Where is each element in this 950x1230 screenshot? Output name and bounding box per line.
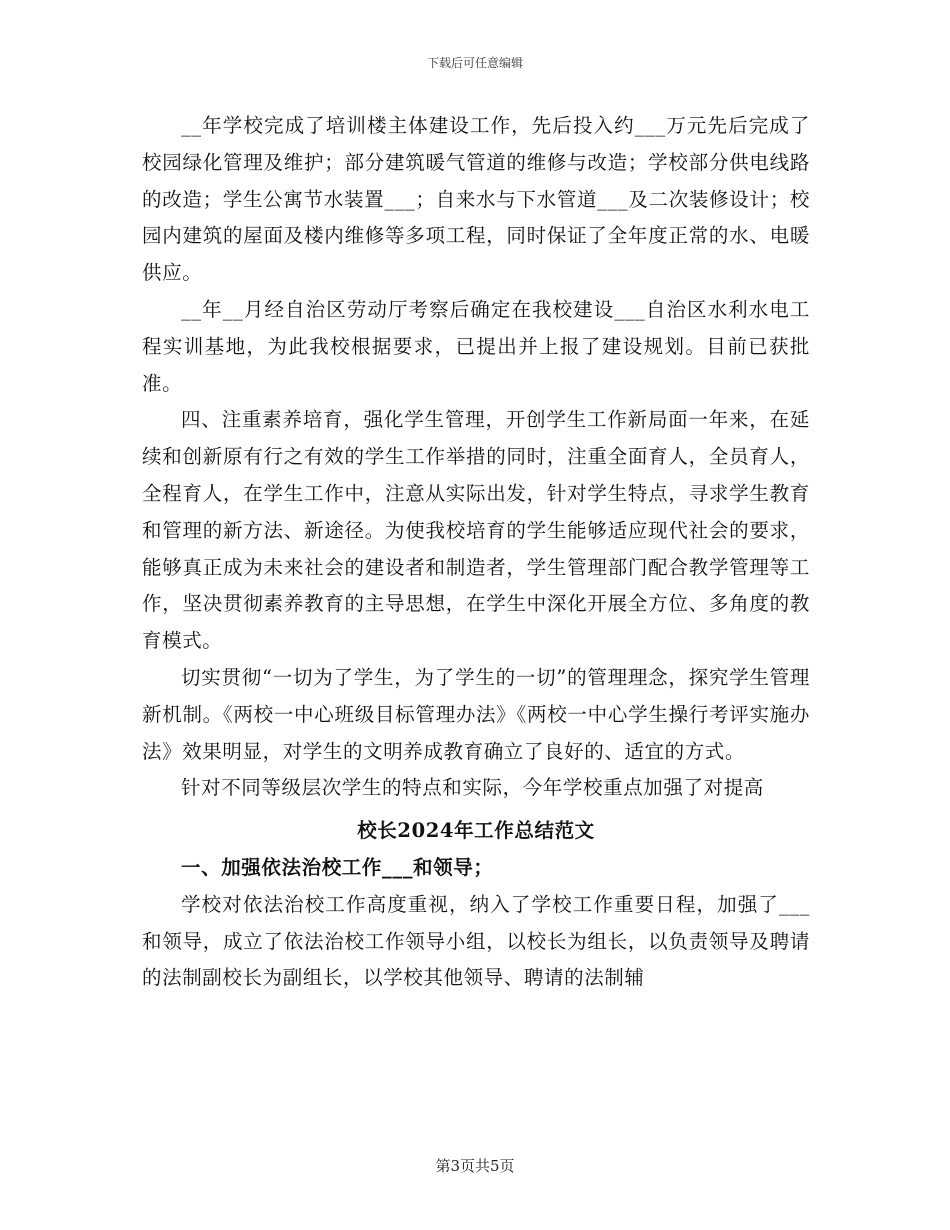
page-header: 下载后可任意编辑 — [426, 56, 523, 70]
document-body — [142, 108, 810, 997]
paragraph-management-concept: 切实贯彻“一切为了学生，为了学生的一切”的管理理念，探究学生管理新机制。《两校一中心班级目标管理办法》《两校一中心学生操行考评实施办法》效果明显，对学生的文明养成教育确立了良好的、适宜的方式。 — [142, 665, 810, 763]
paragraph-student-management: 四、注重素养培育，强化学生管理，开创学生工作新局面一年来，在延续和创新原有行之有效的学生工作举措的同时，注重全面育人，全员育人，全程育人，在学生工作中，注意从实际出发，针对学生特点，寻求学生教育和管理的新方法、新途径。为使我校培育的学生能够适应现代社会的要求，能够真正成为未来社会的建设者和制造者，学生管理部门配合教学管理等工作，坚决贯彻素养教育的主导思想，在学生中深化开展全方位、多角度的教育模式。 — [142, 408, 810, 653]
paragraph-construction: __年学校完成了培训楼主体建设工作，先后投入约___万元先后完成了校园绿化管理及维护；部分建筑暖气管道的维修与改造；学校部分供电线路的改造；学生公寓节水装置___；自来水与下水管道___及二次装修设计；校园内建筑的屋面及楼内维修等多项工程，同时保证了全年度正常的水、电暖供应。 — [142, 114, 810, 285]
section-heading: 一、加强依法治校工作___和领导； — [181, 855, 494, 879]
paragraph-levels: 针对不同等级层次学生的特点和实际，今年学校重点加强了对提高 — [181, 776, 764, 800]
page-number: 第3页共5页 — [435, 1157, 515, 1175]
section-title: 校长2024年工作总结范文 — [357, 819, 595, 843]
paragraph-rule-of-law: 学校对依法治校工作高度重视，纳入了学校工作重要日程，加强了___和领导，成立了依法治校工作领导小组，以校长为组长，以负责领导及聘请的法制副校长为副组长，以学校其他领导、聘请的法制辅 — [142, 892, 810, 990]
paragraph-training-base: __年__月经自治区劳动厅考察后确定在我校建设___自治区水利水电工程实训基地，为此我校根据要求，已提出并上报了建设规划。目前已获批准。 — [142, 297, 810, 395]
